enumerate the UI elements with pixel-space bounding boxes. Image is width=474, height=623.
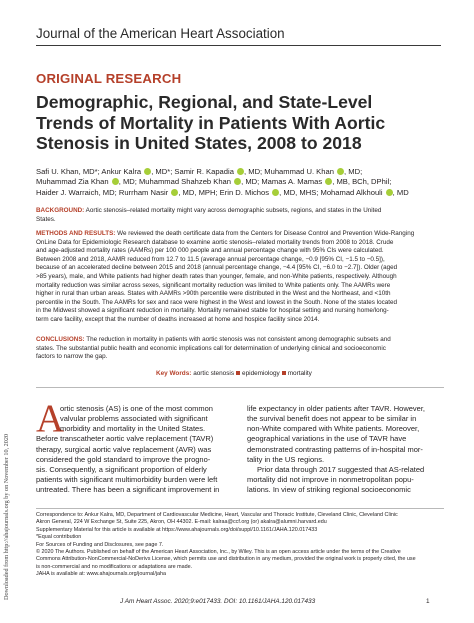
abstract-text: We reviewed the death certificate data from the Centers for Disease Control and Prevention Wide-Ranging xyxy=(115,230,415,237)
square-bullet-icon xyxy=(282,371,286,375)
author-text: , MD, MHS; Mohamad Alkhouli xyxy=(279,187,385,197)
abstract-line: mortality reduction was similar across sexes, significant mortality reduction was limited to White patients only. The AAMRs were xyxy=(36,281,391,289)
author-line xyxy=(36,167,446,177)
body-line: considered the gold standard to improve the progno- xyxy=(36,454,211,464)
orcid-icon[interactable] xyxy=(237,168,244,175)
footnote-line: Correspondence to: Ankur Kalra, MD, Department of Cardiovascular Medicine, Heart, Vascular and Thoracic Institute, Cleveland Clinic, Cleveland Clinic xyxy=(36,512,398,518)
footnotes xyxy=(36,512,444,579)
footnote-line: For Sources of Funding and Disclosures, see page 7. xyxy=(36,541,164,548)
body-line: the survival benefit does not appear to be similar in xyxy=(247,414,417,424)
journal-name[interactable]: Journal of the American Heart Association xyxy=(36,26,285,41)
body-line: demonstrated contrasting patterns of in-hospital mor- xyxy=(247,444,423,454)
keywords-label: Key Words: xyxy=(156,370,192,377)
title-line: Demographic, Regional, and State-Level xyxy=(36,92,373,112)
author-text: , MD; Muhammad U. Khan xyxy=(244,167,337,176)
body-line: non-White compared with White patients. Moreover, xyxy=(247,424,420,434)
author-line xyxy=(36,177,446,187)
abstract-line: Between 2008 and 2018, AAMR reduced from 12.7 to 11.5 (average annual percentage change, −0.9 [95% CI, −1.5 to −0.5]), xyxy=(36,255,385,263)
author-text: Haider J. Warraich, MD; Rurrham Nasir xyxy=(36,187,171,197)
footnote-divider xyxy=(36,508,444,509)
author-line xyxy=(36,188,446,198)
abstract-label: BACKGROUND: xyxy=(36,207,85,214)
section-label: ORIGINAL RESEARCH xyxy=(36,71,182,86)
citation-footer: J Am Heart Assoc. 2020;9:e017433. DOI: 10.1161/JAHA.120.017433 xyxy=(120,598,316,605)
keywords-divider xyxy=(36,387,444,388)
author-text: , MD xyxy=(392,187,409,197)
abstract-line: OnLine Data for Epidemiologic Research database to examine aortic stenosis–related mortality trends from 2008 to 2018. Crude xyxy=(36,238,394,246)
body-line: morbidity and mortality in the United States. xyxy=(60,424,206,434)
keyword[interactable]: mortality xyxy=(287,370,312,377)
abstract-text: The reduction in mortality in patients with aortic stenosis was not consistent among demographic subsets and xyxy=(84,336,391,343)
body-line: Prior data through 2017 suggested that AS-related xyxy=(257,464,425,474)
body-line: untreated. There has been a significant improvement in xyxy=(36,485,220,495)
body-line: life expectancy in older patients after TAVR. However, xyxy=(247,404,426,413)
abstract-line: percentile in the South. The AAMRs for sex and race were highest in the West and lowest in the South. None of the states located xyxy=(36,298,397,306)
page-number: 1 xyxy=(426,598,430,605)
orcid-icon[interactable] xyxy=(386,189,393,196)
author-text: , MD; Muhammad Shahzeb Khan xyxy=(118,177,234,187)
abstract-background xyxy=(36,207,381,224)
footnote-line: © 2020 The Authors. Published on behalf of the American Heart Association, Inc., by Wiley. This is an open access article under the terms of the Creative xyxy=(36,549,401,556)
body-line: valvular problems associated with significant xyxy=(60,414,208,424)
abstract-line: higher in rural than urban areas. States with AAMRs >90th percentile were distributed in the West and the Northeast, and <10th xyxy=(36,290,391,298)
author-text: , MD; xyxy=(344,167,363,176)
body-line: patients with significant multimorbidity burden were left xyxy=(36,475,218,485)
body-line: Before transcatheter aortic valve replacement (TAVR) xyxy=(36,434,214,444)
abstract-conclusions xyxy=(36,336,391,362)
keyword[interactable]: epidemiology xyxy=(242,370,280,377)
author-text: , MD; Mamas A. Mamas xyxy=(241,177,325,187)
abstract-text: Aortic stenosis–related mortality might vary across demographic subsets, regions, and states in the United xyxy=(84,207,382,214)
footnote-line[interactable]: JAHA is available at: www.ahajournals.org/journal/jaha xyxy=(36,571,167,578)
author-text: , MB, BCh, DPhil; xyxy=(332,177,392,187)
square-bullet-icon xyxy=(236,371,240,375)
drop-cap: A xyxy=(36,397,65,440)
footnote-line: is non-commercial and no modifications or adaptations are made. xyxy=(36,563,193,570)
abstract-label: CONCLUSIONS: xyxy=(36,336,85,343)
footnote-line: Akron General, 224 W Exchange St, Suite 225, Akron, OH 44302. E-mail: kalraa@ccf.org (or) akalra@alumni.harvard.edu xyxy=(36,519,327,526)
title-line: Trends of Mortality in Patients With Aortic xyxy=(36,112,386,133)
body-column-left xyxy=(36,397,233,495)
author-text: , MD, MPH; Erin D. Michos xyxy=(178,187,272,197)
author-text: Safi U. Khan, MD*; Ankur Kalra xyxy=(36,167,144,176)
keyword[interactable]: aortic stenosis xyxy=(193,370,235,377)
abstract-line: in the Midwest showed a significant reduction in mortality. Mortality remained stable for hospital setting and nursing home/long- xyxy=(36,307,389,315)
orcid-icon[interactable] xyxy=(112,178,119,185)
download-watermark: Downloaded from http://ahajournals.org by on November 10, 2020 xyxy=(3,433,10,600)
body-line: lations. In view of striking regional socioeconomic xyxy=(247,485,411,495)
author-list xyxy=(36,167,446,198)
body-column-right xyxy=(247,404,444,495)
abstract-line xyxy=(36,336,391,345)
abstract-line: because of an accelerated decline between 2015 and 2018 (annual percentage change, −4.4 [95% CI, −6.0 to −2.7]). Older (aged xyxy=(36,264,398,272)
body-line: ortic stenosis (AS) is one of the most common xyxy=(60,404,213,413)
abstract-line: >85 years), male, and White patients had higher death rates than younger, female, and non-White patients, respectively. Although xyxy=(36,272,397,280)
author-text: Muhammad Zia Khan xyxy=(36,177,111,187)
body-line: sis. Consequently, a significant proportion of elderly xyxy=(36,464,207,474)
abstract-line xyxy=(36,230,414,239)
body-line: tality in the US regions. xyxy=(247,454,325,464)
footnote-line[interactable]: Supplementary Material for this article is available at https://www.ahajournals.org/doi/suppl/10.1161/JAHA.120.017433 xyxy=(36,526,318,533)
abstract-line: states. The substantial public health and economic implications call for determination of underlying clinical and socioeconomic xyxy=(36,344,386,352)
abstract-label: METHODS AND RESULTS: xyxy=(36,230,116,237)
abstract-line xyxy=(36,207,381,216)
footnote-line: Commons Attribution-NonCommercial-NoDerivs License, which permits use and distribution in any medium, provided the original work is properly cited, the use xyxy=(36,556,416,563)
title-line: Stenosis in United States, 2008 to 2018 xyxy=(36,133,362,153)
body-line: therapy, surgical aortic valve replacement (AVR) was xyxy=(36,444,212,454)
author-text: , MD*; Samir R. Kapadia xyxy=(151,167,237,176)
abstract-methods xyxy=(36,230,414,325)
body-line: mortality did not improve in nonmetropolitan popu- xyxy=(247,475,414,485)
abstract-line: States. xyxy=(36,215,56,223)
article-title xyxy=(36,92,446,154)
keywords xyxy=(156,370,312,377)
orcid-icon[interactable] xyxy=(337,168,344,175)
abstract-line: and age-adjusted mortality rates (AAMRs) per 100 000 people and annual percentage change with 95% CIs were calculated. xyxy=(36,247,384,255)
abstract-line: term care facility, except that the number of deaths increased at home and hospice facility since 2014. xyxy=(36,315,320,323)
abstract-line: factors to narrow the gap. xyxy=(36,353,108,361)
footnote-line: *Equal contribution xyxy=(36,534,82,541)
body-line: geographical variations in the use of TAVR have xyxy=(247,434,407,444)
journal-divider xyxy=(36,45,441,46)
